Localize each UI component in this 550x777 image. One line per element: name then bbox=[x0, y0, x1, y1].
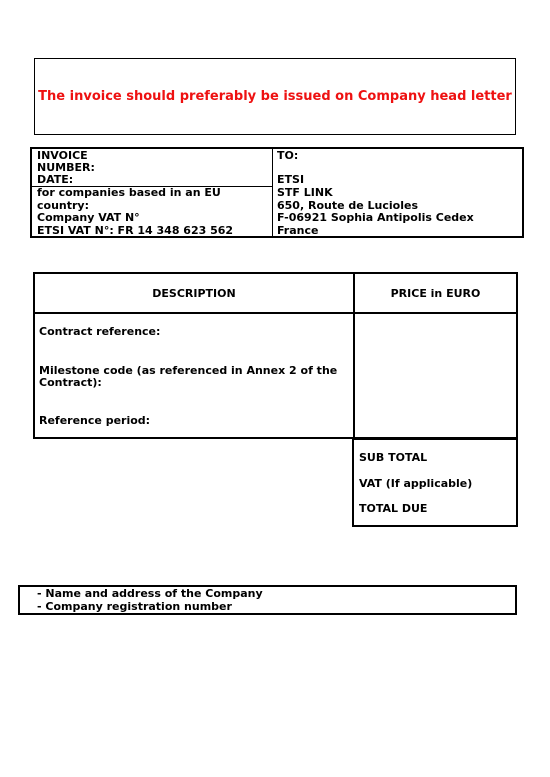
description-column-header: DESCRIPTION bbox=[152, 287, 236, 300]
recipient-line: 650, Route de Lucioles bbox=[277, 199, 419, 212]
vat-label: VAT (If applicable) bbox=[359, 477, 473, 490]
price-column-header: PRICE in EURO bbox=[390, 287, 481, 300]
company-info-box bbox=[18, 585, 517, 615]
totals-box bbox=[352, 438, 518, 527]
notice-box bbox=[34, 58, 516, 135]
table-header-divider bbox=[35, 312, 516, 314]
header-divider bbox=[272, 149, 273, 236]
to-label: TO: bbox=[277, 149, 299, 162]
invoice-header-table bbox=[30, 147, 524, 238]
invoice-label: INVOICE bbox=[37, 149, 88, 162]
total-due-label: TOTAL DUE bbox=[359, 502, 428, 515]
sub-total-label: SUB TOTAL bbox=[359, 451, 428, 464]
etsi-vat-number: ETSI VAT N°: FR 14 348 623 562 bbox=[37, 224, 234, 237]
description-table bbox=[33, 272, 518, 439]
recipient-line: France bbox=[277, 224, 319, 237]
eu-note-line1: for companies based in an EU bbox=[37, 186, 221, 199]
milestone-code-label-cont: Contract): bbox=[39, 376, 102, 389]
recipient-line: F-06921 Sophia Antipolis Cedex bbox=[277, 211, 474, 224]
recipient-line: ETSI bbox=[277, 173, 305, 186]
contract-reference-label: Contract reference: bbox=[39, 325, 161, 338]
invoice-number-label: NUMBER: bbox=[37, 161, 95, 174]
notice-text: The invoice should preferably be issued on Company head letter bbox=[38, 89, 512, 104]
reference-period-label: Reference period: bbox=[39, 414, 151, 427]
invoice-date-label: DATE: bbox=[37, 173, 74, 186]
company-vat-label: Company VAT N° bbox=[37, 211, 140, 224]
company-name-address-item: - Name and address of the Company bbox=[37, 587, 263, 600]
company-registration-item: - Company registration number bbox=[37, 600, 232, 613]
eu-note-line2: country: bbox=[37, 199, 89, 212]
recipient-line: STF LINK bbox=[277, 186, 333, 199]
milestone-code-label: Milestone code (as referenced in Annex 2 of the bbox=[39, 364, 338, 377]
